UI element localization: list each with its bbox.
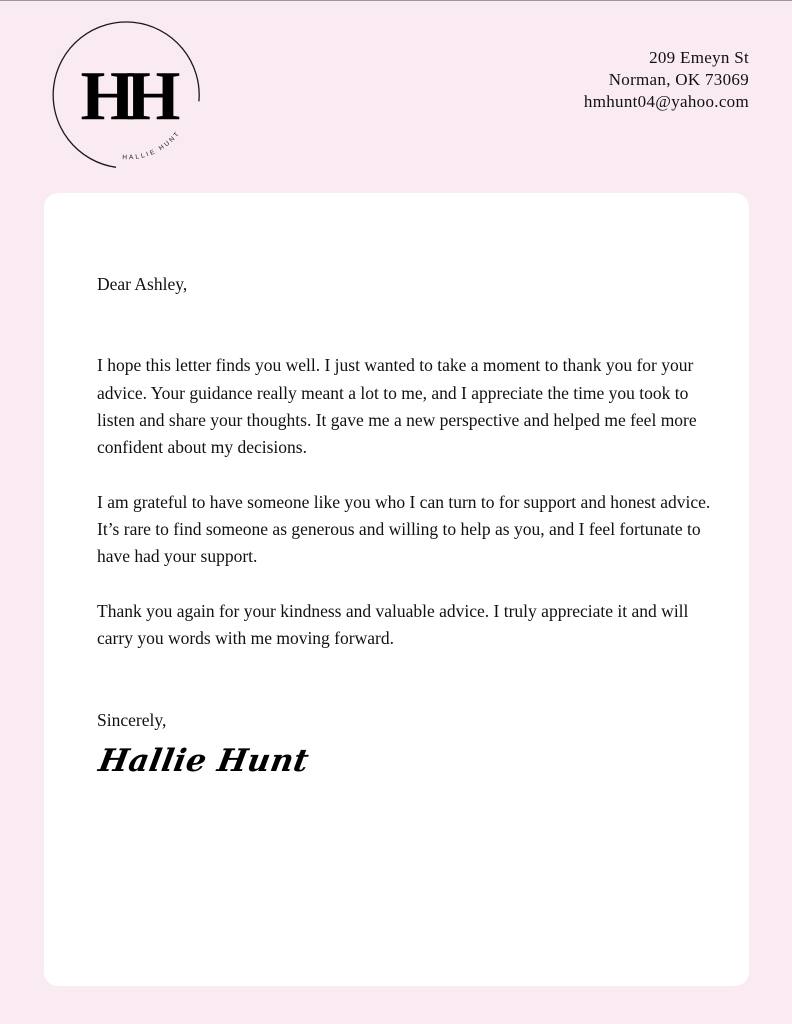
letter-closing: Sincerely, bbox=[97, 709, 167, 730]
logo-monogram: HH bbox=[80, 58, 172, 135]
monogram-logo bbox=[50, 21, 202, 173]
address-email: hmhunt04@yahoo.com bbox=[583, 92, 749, 111]
top-border-rule bbox=[0, 0, 792, 1]
logo-arc-text: HALLIE HUNT bbox=[122, 129, 182, 162]
signature: Hallie Hunt bbox=[96, 743, 312, 779]
sender-address bbox=[584, 47, 749, 113]
letter-paragraph: I am grateful to have someone like you who I can turn to for support and honest advice. It’s rare to find someone as generous and willing to help as you, and I feel fortunate to have had your support. bbox=[97, 491, 711, 567]
letter-greeting: Dear Ashley, bbox=[97, 274, 188, 294]
letter-card bbox=[44, 193, 749, 986]
address-street: 209 Emeyn St bbox=[649, 48, 749, 67]
letter-paragraph: I hope this letter finds you well. I just wanted to take a moment to thank you for your advice. Your guidance really meant a lot to me, and I appreciate the time you took to listen and share your thoughts. It gave me a new perspective and helped me feel more confident about my decisions. bbox=[97, 355, 697, 458]
letter-body bbox=[97, 271, 717, 734]
address-city: Norman, OK 73069 bbox=[608, 70, 749, 89]
letter-paragraph: Thank you again for your kindness and valuable advice. I truly appreciate it and will carry you words with me moving forward. bbox=[97, 600, 689, 649]
